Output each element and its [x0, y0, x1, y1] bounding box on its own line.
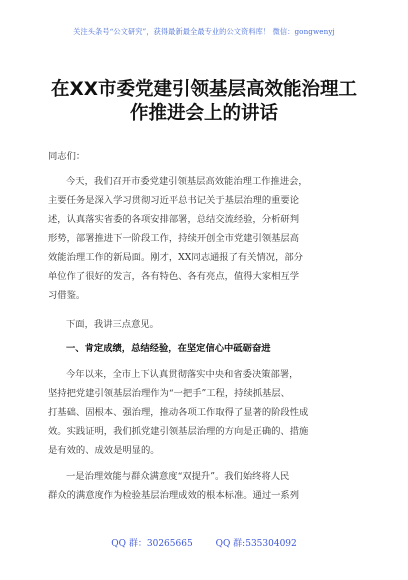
body-line: 习借鉴。: [48, 290, 86, 301]
footer-qq-group-2: QQ 群:535304092: [215, 539, 297, 549]
title-line-1: 在XX市委党建引领基层高效能治理工: [50, 79, 358, 100]
document-title: [40, 78, 368, 126]
body-line: 效。实践证明，我们抓党建引领基层治理的方向是正确的、措施: [48, 426, 309, 437]
body-line: 坚持把党建引领基层治理作为“一把手”工程，持续抓基层、: [48, 388, 290, 399]
body-line: 主要任务是深入学习贯彻习近平总书记关于基层治理的重要论: [48, 195, 300, 206]
body-line: 今天，我们召开市委党建引领基层高效能治理工作推进会，: [66, 176, 308, 187]
header-banner: 关注头条号“公文研究”，获得最新最全最专业的公文资料库！ 微信：gongwenyj: [73, 27, 335, 36]
body-line: 群众的满意度作为检验基层治理成效的根本标准。通过一系列: [48, 490, 300, 501]
title-line-2: 作推进会上的讲话: [129, 103, 278, 124]
body-line: 今年以来，全市上下认真贯彻落实中央和省委决策部署，: [66, 369, 299, 380]
body-line: 效能治理工作的新局面。刚才，XX同志通报了有关情况，部分: [48, 252, 303, 263]
footer-qq-group-1: QQ 群：30265665: [111, 539, 193, 549]
body-line: 述，认真落实省委的各项安排部署，总结交流经验，分析研判: [48, 214, 300, 225]
body-line: 形势，部署推进下一阶段工作，持续开创全市党建引领基层高: [48, 233, 300, 244]
body-line: 下面，我讲三点意见。: [66, 319, 159, 330]
body-line: 打基础、固根本、强治理，推动各项工作取得了显著的阶段性成: [48, 407, 309, 418]
footer: [0, 536, 408, 549]
body-line: 单位作了很好的发言，各有特色、各有亮点，值得大家相互学: [48, 271, 300, 282]
section-heading: 一、肯定成绩，总结经验，在坚定信心中砥砺奋进: [66, 343, 271, 354]
body-line: 是有效的、成效是明显的。: [48, 445, 160, 456]
salutation: 同志们：: [48, 151, 86, 162]
body-line: 一是治理效能与群众满意度“双提升”。我们始终将人民: [66, 471, 290, 482]
